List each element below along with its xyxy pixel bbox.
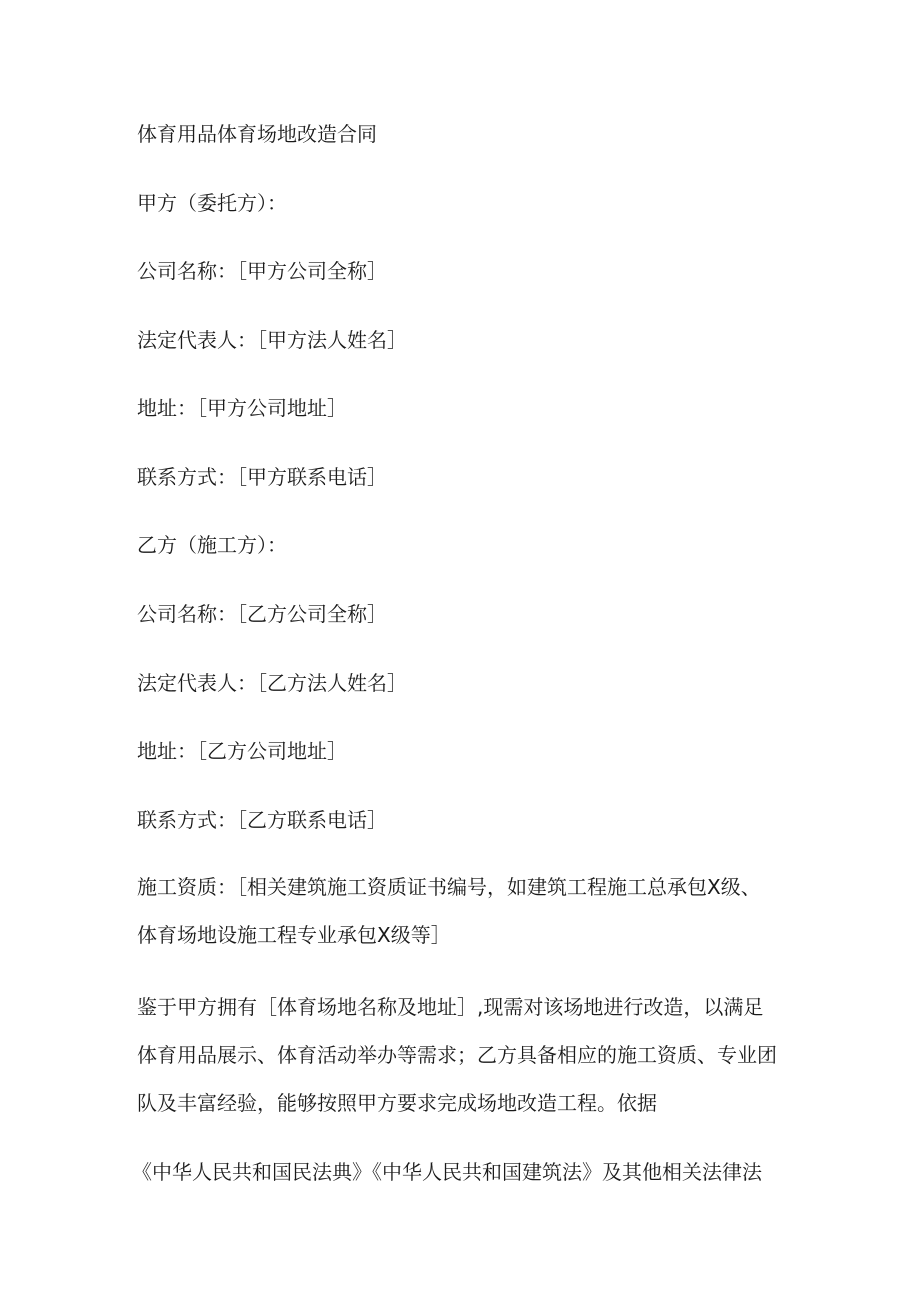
preamble-line: 体育用品展示、体育活动举办等需求；乙方具备相应的施工资质、专业团 (137, 1043, 777, 1067)
party-a-company: 公司名称：［甲方公司全称］ (137, 259, 387, 283)
party-b-contact: 联系方式：［乙方联系电话］ (137, 808, 387, 832)
preamble-line: 队及丰富经验，能够按照甲方要求完成场地改造工程。依据 (137, 1091, 657, 1115)
party-b-heading: 乙方（施工方）： (137, 533, 287, 557)
party-a-address: 地址：［甲方公司地址］ (137, 396, 347, 420)
party-b-qualification (137, 863, 787, 959)
party-a-heading: 甲方（委托方）： (137, 191, 287, 215)
qualification-line: 体育场地设施工程专业承包X级等］ (137, 923, 451, 947)
legal-basis-line: 《中华人民共和国民法典》《中华人民共和国建筑法》及其他相关法律法 (132, 1160, 762, 1184)
party-a-representative: 法定代表人：［甲方法人姓名］ (137, 328, 407, 352)
preamble-line: 鉴于甲方拥有［体育场地名称及地址］,现需对该场地进行改造，以满足 (137, 995, 764, 1019)
party-b-address: 地址：［乙方公司地址］ (137, 739, 347, 763)
party-a-contact: 联系方式：［甲方联系电话］ (137, 465, 387, 489)
contract-title: 体育用品体育场地改造合同 (137, 122, 377, 146)
qualification-line: 施工资质：［相关建筑施工资质证书编号，如建筑工程施工总承包X级、 (137, 875, 761, 899)
party-b-company: 公司名称：［乙方公司全称］ (137, 602, 387, 626)
preamble-paragraph (137, 983, 787, 1127)
party-b-representative: 法定代表人：［乙方法人姓名］ (137, 671, 407, 695)
